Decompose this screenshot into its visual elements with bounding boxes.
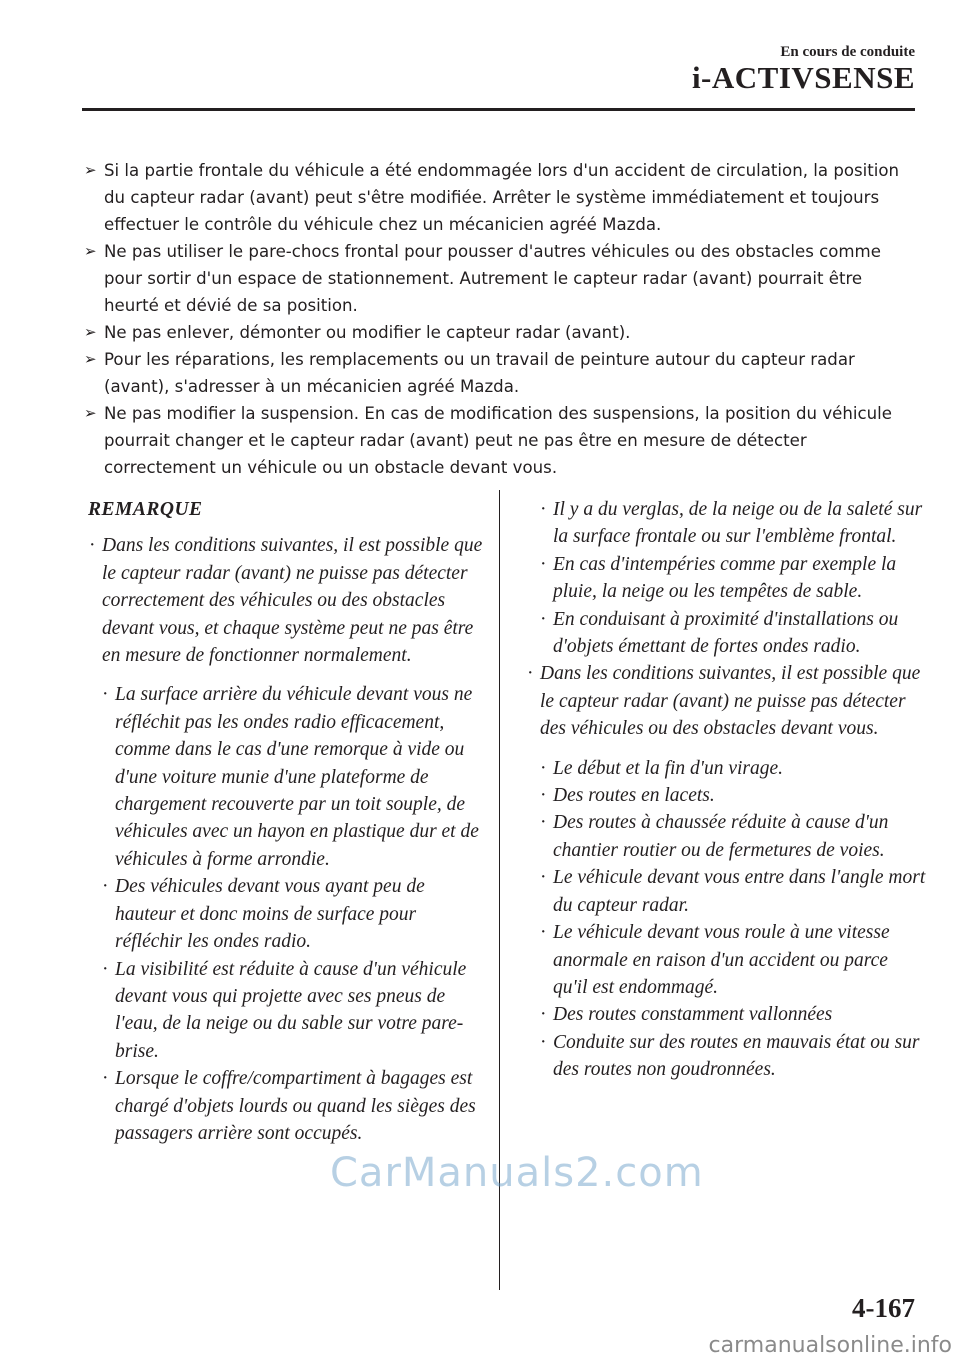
page-number: 4-167 <box>852 1293 915 1323</box>
bullet-icon: · <box>540 867 547 889</box>
footer-watermark: carmanualsonline.info <box>708 1333 952 1358</box>
list-item <box>526 809 926 864</box>
warning-item <box>82 319 922 346</box>
warning-item <box>82 346 922 400</box>
warning-text: Si la partie frontale du véhicule a été endommagée lors d'un accident de circulation, la position du capteur radar (avant) peut s'être modifiée. Arrêter le système immédiatement et toujours effectuer le contrôle du véhicule chez un mécanicien agréé Mazda. <box>104 161 900 234</box>
bullet-icon: · <box>540 553 547 575</box>
list-item <box>88 1065 488 1147</box>
list-item <box>88 681 488 873</box>
bullet-icon: · <box>102 876 109 898</box>
warning-item <box>82 238 922 319</box>
list-item-text: En cas d'intempéries comme par exemple la pluie, la neige ou les tempêtes de sable. <box>553 553 897 603</box>
list-item-text: Des routes constamment vallonnées <box>553 1004 833 1026</box>
list-item-text: Des véhicules devant vous ayant peu de hauteur et donc moins de surface pour réfléchir les ondes radio. <box>115 876 425 953</box>
bullet-icon: · <box>540 499 547 520</box>
list-item <box>526 755 926 782</box>
warning-item <box>82 157 922 238</box>
list-item <box>526 1029 926 1084</box>
list-item <box>526 782 926 809</box>
bullet-icon: · <box>540 757 547 779</box>
list-item <box>526 660 926 742</box>
arrow-bullet-icon: ➢ <box>84 350 97 368</box>
header-section: En cours de conduite <box>780 44 915 60</box>
arrow-bullet-icon: ➢ <box>84 161 97 179</box>
bullet-icon: · <box>527 663 534 685</box>
remark-column-left <box>88 496 488 1147</box>
list-item <box>526 919 926 1001</box>
bullet-icon: · <box>540 785 547 807</box>
bullet-icon: · <box>540 922 547 944</box>
header-rule <box>82 108 915 111</box>
list-item-text: Le véhicule devant vous entre dans l'angle mort du capteur radar. <box>553 867 926 916</box>
watermark: CarManuals2.com <box>330 1150 704 1196</box>
list-item-text: Le début et la fin d'un virage. <box>553 757 784 779</box>
list-item-text: Dans les conditions suivantes, il est possible que le capteur radar (avant) ne puisse pas détecter correctement des véhicules ou des obstacles devant vous, et chaque système peut ne pas être en mesure de fonctionner normalement. <box>102 535 483 667</box>
list-item-text: En conduisant à proximité d'installations ou d'objets émettant de fortes ondes radio. <box>553 608 899 658</box>
list-item-text: Conduite sur des routes en mauvais état ou sur des routes non goudronnées. <box>553 1031 920 1081</box>
list-item <box>526 864 926 919</box>
list-item-text: La surface arrière du véhicule devant vous ne réfléchit pas les ondes radio efficacement, comme dans le cas d'une remorque à vide ou d'une voiture munie d'une plateforme de chargement recouverte par un toit souple, de véhicules avec un hayon en plastique dur et de véhicules à forme arrondie. <box>115 684 479 870</box>
list-item <box>88 956 488 1066</box>
list-item <box>526 496 926 551</box>
bullet-icon: · <box>540 812 547 834</box>
warning-text: Ne pas utiliser le pare-chocs frontal pour pousser d'autres véhicules ou des obstacles comme pour sortir d'un espace de stationnement. Autrement le capteur radar (avant) pourrait être heurté et dévié de sa position. <box>104 242 881 315</box>
bullet-icon: · <box>102 684 109 706</box>
remark-column-right <box>526 496 926 1084</box>
warning-text: Pour les réparations, les remplacements ou un travail de peinture autour du capteur radar (avant), s'adresser à un mécanicien agréé Mazda. <box>104 350 855 396</box>
list-item-text: Des routes en lacets. <box>553 785 715 807</box>
list-item-text: Il y a du verglas, de la neige ou de la saleté sur la surface frontale ou sur l'emblème frontal. <box>553 499 923 548</box>
bullet-icon: · <box>102 958 109 980</box>
list-item-text: La visibilité est réduite à cause d'un véhicule devant vous qui projette avec ses pneus de l'eau, de la neige ou du sable sur votre pare-brise. <box>115 958 467 1062</box>
bullet-icon: · <box>540 1031 547 1053</box>
arrow-bullet-icon: ➢ <box>84 323 97 341</box>
list-item-text: Lorsque le coffre/compartiment à bagages est chargé d'objets lourds ou quand les sièges des passagers arrière sont occupés. <box>115 1068 476 1144</box>
list-item <box>88 532 488 669</box>
warning-item <box>82 400 922 481</box>
remark-title: REMARQUE <box>88 499 203 520</box>
list-item-text: Dans les conditions suivantes, il est possible que le capteur radar (avant) ne puisse pas détecter des véhicules ou des obstacles devant vous. <box>540 663 921 740</box>
bullet-icon: · <box>102 1068 109 1090</box>
bullet-icon: · <box>89 535 96 557</box>
warning-text: Ne pas modifier la suspension. En cas de modification des suspensions, la position du véhicule pourrait changer et le capteur radar (avant) peut ne pas être en mesure de détecter correctement un véhicule ou un obstacle devant vous. <box>104 404 892 477</box>
list-item <box>526 606 926 661</box>
header-title: i-ACTIVSENSE <box>691 60 915 95</box>
list-item-text: Des routes à chaussée réduite à cause d'un chantier routier ou de fermetures de voies. <box>553 812 889 861</box>
warning-list <box>82 157 922 481</box>
bullet-icon: · <box>540 608 547 630</box>
arrow-bullet-icon: ➢ <box>84 404 97 422</box>
list-item-text: Le véhicule devant vous roule à une vitesse anormale en raison d'un accident ou parce qu'il est endommagé. <box>553 922 890 998</box>
warning-text: Ne pas enlever, démonter ou modifier le capteur radar (avant). <box>104 323 631 342</box>
bullet-icon: · <box>540 1004 547 1026</box>
list-item <box>526 1001 926 1028</box>
arrow-bullet-icon: ➢ <box>84 242 97 260</box>
list-item <box>88 873 488 955</box>
list-item <box>526 551 926 606</box>
